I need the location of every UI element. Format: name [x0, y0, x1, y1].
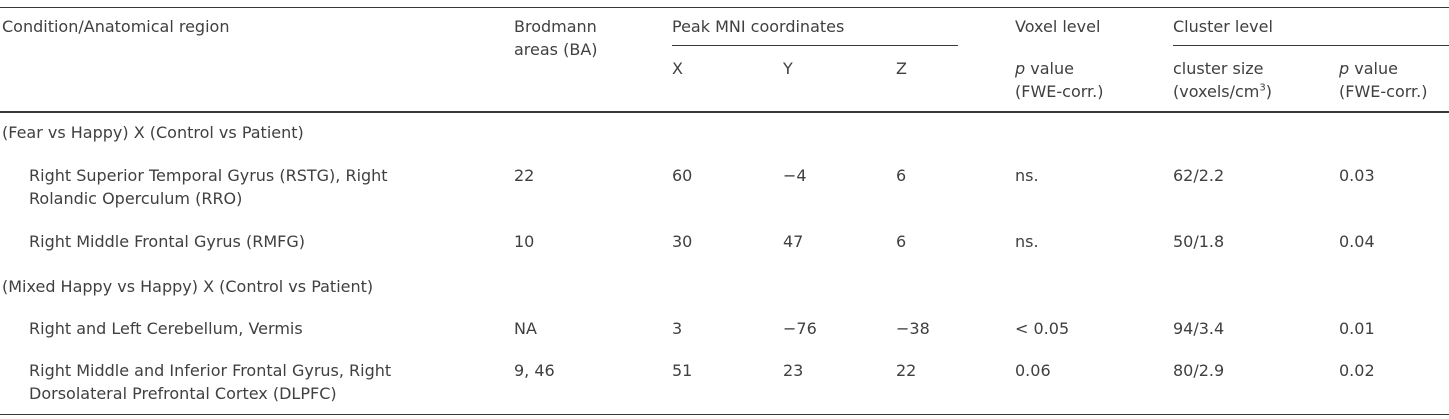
cluster-size-close: ) [1265, 82, 1273, 101]
header-cluster-level: Cluster level [1173, 17, 1273, 36]
p-symbol: p [1339, 59, 1350, 78]
header-condition: Condition/Anatomical region [2, 17, 230, 36]
header-cluster-size: cluster size [1173, 59, 1264, 78]
header-voxel-p [1015, 58, 1074, 80]
row-cluster-p: 0.01 [1339, 319, 1375, 338]
row-voxel-p: ns. [1015, 166, 1039, 185]
row-cluster-size: 50/1.8 [1173, 232, 1225, 251]
row-y: −4 [783, 166, 807, 185]
row-x: 60 [672, 166, 693, 185]
group-title: (Mixed Happy vs Happy) X (Control vs Patient) [2, 277, 374, 296]
row-cluster-p: 0.02 [1339, 361, 1375, 380]
row-x: 51 [672, 361, 693, 380]
header-bottom-rule [0, 111, 1449, 113]
row-cluster-size: 80/2.9 [1173, 361, 1225, 380]
header-y: Y [783, 59, 793, 78]
row-brodmann: NA [514, 319, 537, 338]
cluster-size-superscript: 3 [1259, 82, 1266, 94]
cluster-size-unit: (voxels/cm [1173, 82, 1260, 101]
row-brodmann: 10 [514, 232, 535, 251]
row-region-line1: Right Middle and Inferior Frontal Gyrus, Right [29, 361, 392, 380]
p-symbol: p [1015, 59, 1026, 78]
row-cluster-size: 62/2.2 [1173, 166, 1225, 185]
row-voxel-p: 0.06 [1015, 361, 1051, 380]
header-voxel-level: Voxel level [1015, 17, 1101, 36]
row-region-line1: Right Superior Temporal Gyrus (RSTG), Right [29, 166, 388, 185]
row-region-line1: Right Middle Frontal Gyrus (RMFG) [29, 232, 305, 251]
header-voxel-p-line2: (FWE-corr.) [1015, 82, 1104, 101]
header-brodmann-line1: Brodmann [514, 17, 597, 36]
cluster-level-underline [1173, 45, 1449, 46]
header-z: Z [896, 59, 907, 78]
row-cluster-size: 94/3.4 [1173, 319, 1225, 338]
table-bottom-rule [0, 414, 1449, 415]
table-top-rule [0, 7, 1449, 8]
row-voxel-p: < 0.05 [1015, 319, 1070, 338]
value-label: value [1025, 59, 1074, 78]
row-x: 3 [672, 319, 683, 338]
row-voxel-p: ns. [1015, 232, 1039, 251]
row-region-line2: Dorsolateral Prefrontal Cortex (DLPFC) [29, 384, 337, 403]
row-z: 22 [896, 361, 917, 380]
row-region-line1: Right and Left Cerebellum, Vermis [29, 319, 303, 338]
row-y: 23 [783, 361, 804, 380]
value-label: value [1349, 59, 1398, 78]
row-cluster-p: 0.03 [1339, 166, 1375, 185]
row-z: −38 [896, 319, 930, 338]
row-cluster-p: 0.04 [1339, 232, 1375, 251]
row-y: 47 [783, 232, 804, 251]
row-brodmann: 9, 46 [514, 361, 555, 380]
peak-mni-underline [672, 45, 958, 46]
row-z: 6 [896, 166, 907, 185]
header-cluster-p-line2: (FWE-corr.) [1339, 82, 1428, 101]
header-cluster-size-line2 [1173, 81, 1272, 103]
group-title: (Fear vs Happy) X (Control vs Patient) [2, 123, 304, 142]
header-x: X [672, 59, 683, 78]
row-z: 6 [896, 232, 907, 251]
header-cluster-p [1339, 58, 1398, 80]
row-brodmann: 22 [514, 166, 535, 185]
row-region-line2: Rolandic Operculum (RRO) [29, 189, 243, 208]
row-y: −76 [783, 319, 817, 338]
row-x: 30 [672, 232, 693, 251]
header-brodmann-line2: areas (BA) [514, 40, 598, 59]
header-peak-mni: Peak MNI coordinates [672, 17, 845, 36]
